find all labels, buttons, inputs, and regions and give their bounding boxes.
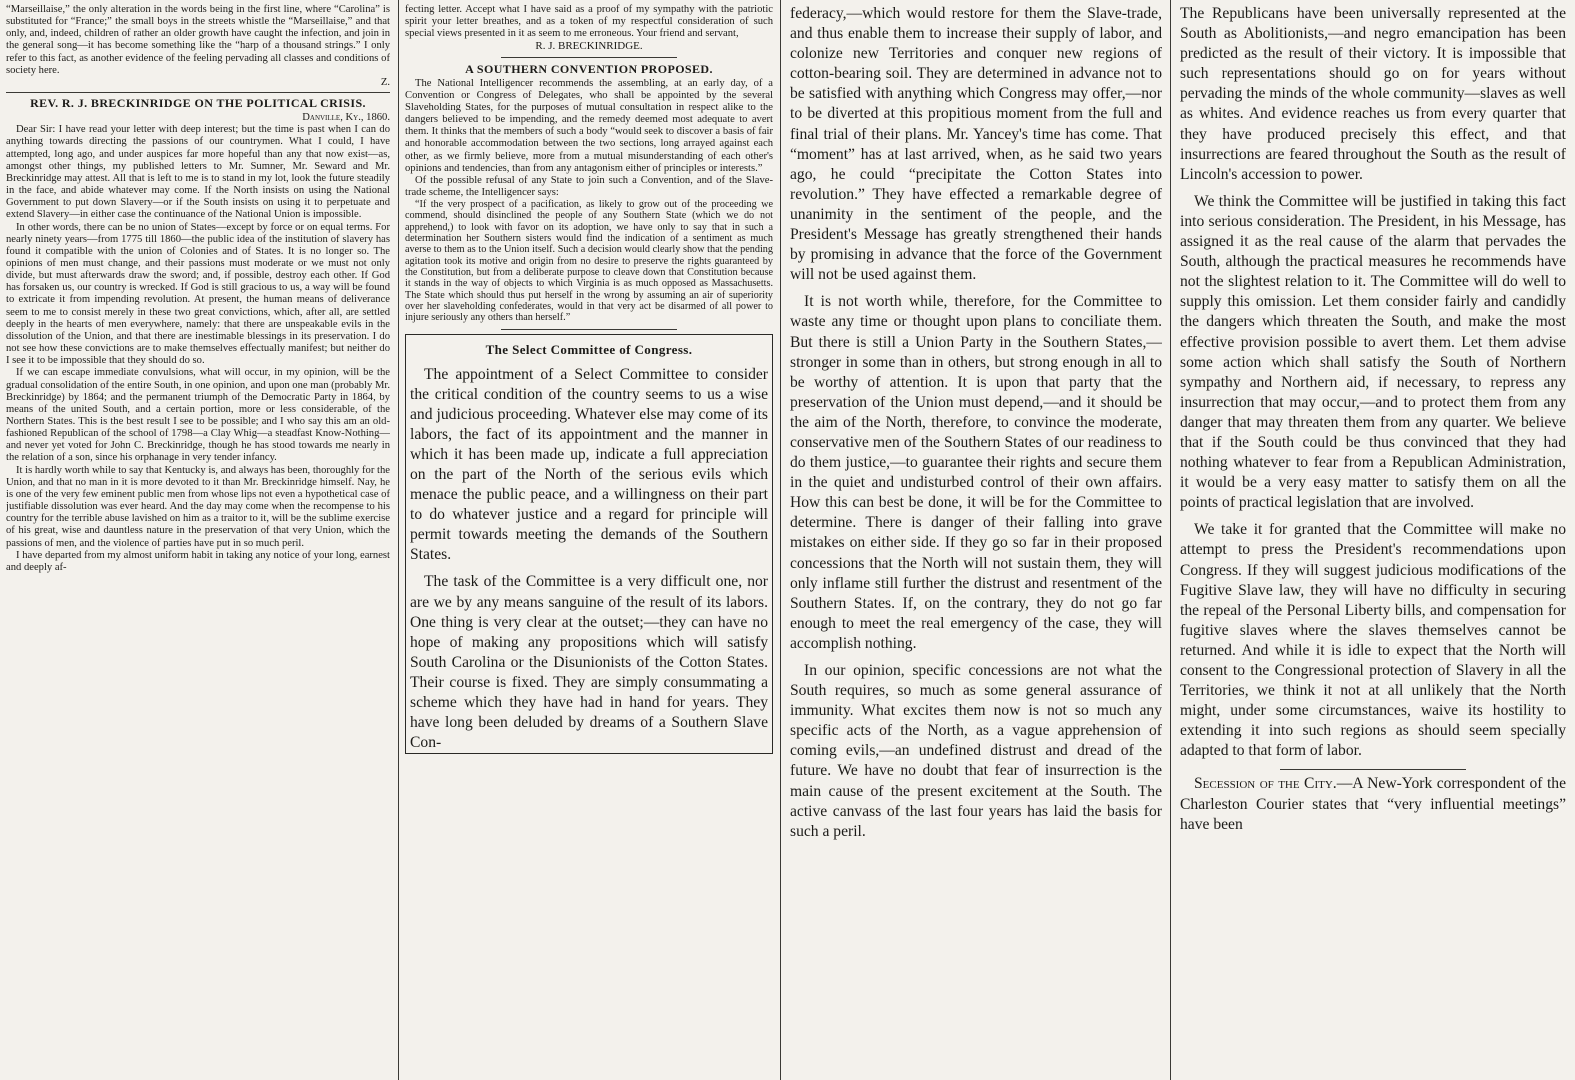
- divider: [6, 92, 390, 93]
- article-headline: A SOUTHERN CONVENTION PROPOSED.: [465, 61, 713, 76]
- paragraph: In other words, there can be no union of States—except by force or on equal terms. For nearly ninety years—from 1775 till 1860—the public idea of the institution of slavery has found it compatible with the union of Colonies and of States. It is no longer so. The opinions of men must change, and their passions must moderate or we must not only divide, but must afterwards draw the sword; and, if possible, destroy each other. If God has forsaken us, our country is wrecked. If God is still gracious to us, a way will be found to extricate it from impending revolution. At present, the human means of deliverance seem to me to consist merely in these two great convictions, which, after all, are settled deeply in the hearts of men everywhere, namely: that there are unspeakable evils in the dissolution of the Union, and that there are inestimable blessings in its preservation. I do not see how these convictions are to make themselves effectually manifest; but neither do I see it to be impossible that they should do so.: [6, 221, 390, 367]
- block-quote: [405, 199, 773, 323]
- signature: R. J. BRECKINRIDGE.: [535, 40, 643, 53]
- paragraph: If we can escape immediate convulsions, what will occur, in my opinion, will be the gradual consolidation of the entire South, in one opinion, and upon one man (probably Mr. Breckinridge) by 1864; and the permanent triumph of the Democratic Party in 1864, by means of the united South, and a certain portion, more or less considerable, of the Northern States. This is the best result I see to be possible; and I who say this am an old-fashioned Republican of the school of 1798—a Clay Whig—a steadfast Know-Nothing—and never yet voted for John C. Breckinridge, though he has stood towards me nearly in the relation of a son, since his orphanage in very tender infancy.: [6, 367, 390, 464]
- item-lead: Secession of the City.: [1194, 775, 1337, 793]
- dateline: Danville, Ky., 1860.: [302, 112, 390, 124]
- paragraph: The National Intelligencer recommends the assembling, at an early day, of a Convention or Congress of Delegates, who shall be appointed by the several Slaveholding States, for the purposes of mutual consultation in respect alike to the dangers believed to be impending, and the remedy deemed most adequate to avert them. It thinks that the members of such a body “would seek to discover a basis of fair and honorable accommodation between the two sections, long arrayed against each other, as we firmly believe, more from a mutual misunderstanding of each other's opinions and tendencies, than from any antagonism either of principles or interests.”: [405, 77, 773, 174]
- divider: [1280, 769, 1465, 770]
- paragraph: The task of the Committee is a very difficult one, nor are we by any means sanguine of the result of its labors. One thing is very clear at the outset;—they can have no hope of making any propositions which will satisfy South Carolina or the Disunionists of the Cotton States. Their course is fixed. They are simply consummating a scheme which they have had in hand for years. They have long been deluded by dreams of a Southern Slave Con-: [410, 573, 768, 752]
- paragraph: We take it for granted that the Committee will make no attempt to press the President's recommendations upon Congress. If they will suggest judicious modifications of the Fugitive Slave law, they will have no difficulty in securing the repeal of the Personal Liberty bills, and compensation for fugitive slaves where the slaves themselves cannot be returned. And while it is idle to expect that the North will consent to the Congressional protection of Slavery in all the Territories, we think it not at all unlikely that the North might, under some circumstances, waive its hostility to extending it into such regions as should seem specially adapted to that form of labor.: [1180, 521, 1566, 760]
- paragraph: fecting letter. Accept what I have said as a proof of my sympathy with the patriotic spirit your letter breathes, and as a token of my respectful consideration of such special views presented in it as seem to me erroneous. Your friend and servant,: [405, 4, 773, 40]
- item-text: —A New-York correspondent of the Charleston Courier states that “very influential meetings” have been: [1180, 775, 1566, 833]
- paragraph: The appointment of a Select Committee to consider the critical condition of the country seems to us a wise and judicious proceeding. Whatever else may come of its labors, the fact of its appointment and the manner in which it has been made up, indicate a full appreciation on the part of the North of the serious evils which menace the public peace, and a willingness on their part to do whatever justice and a regard for principle will permit towards meeting the demands of the Southern States.: [410, 365, 768, 564]
- quote-text: “If the very prospect of a pacification, as likely to grow out of the proceeding we commend, should disinclined the people of any Southern State (which we do not apprehend,) to look with favor on its adoption, we have only to say that in such a determination her Southern sisters would find the indication of a sentiment as much averse to them as to the Union itself. Such a decision would clearly show that the pending agitation took its motive and origin from no desire to preserve the rights guaranteed by the Constitution, but from a deliberate purpose to cleave down that Constitution because it stands in the way of objects to which Virginia is as much opposed as Massachusetts. The State which should thus put herself in the wrong by assuming an air of superiority over her slaveholding confederates, would in that very act be disarmed of all power to injure seriously any others than herself.”: [405, 199, 773, 324]
- column-3: [790, 4, 1162, 1076]
- divider: [501, 57, 678, 58]
- column-rule: [398, 0, 399, 1080]
- divider: [501, 329, 678, 330]
- paragraph: I have departed from my almost uniform habit in taking any notice of your long, earnest and deeply af-: [6, 549, 390, 573]
- column-rule: [1170, 0, 1171, 1080]
- column-1: [6, 4, 390, 1076]
- paragraph: federacy,—which would restore for them the Slave-trade, and thus enable them to increase their supply of labor, and colonize new Territories and conquer new regions of cotton-bearing soil. They are determined in advance not to be satisfied with anything which Congress may offer,—nor to be diverted at this propitious moment from the full and final trial of their plans. Mr. Yancey's time has come. That “moment” has at last arrived, when, as he said two years ago, he could “precipitate the Cotton States into revolution.” They have effected a remarkable degree of unanimity in the sentiment of the people, and the President's Message has greatly strengthened their hands by promising in advance that the force of the Government will not be used against them.: [790, 5, 1162, 284]
- section-title: The Select Committee of Congress.: [485, 342, 693, 358]
- column-rule: [780, 0, 781, 1080]
- signature: Z.: [380, 76, 390, 88]
- paragraph: “Marseillaise,” the only alteration in the words being in the first line, where “Carolina” is substituted for “France;” the small boys in the streets whistle the “Marseillaise,” and that only, and, indeed, children of rather an older growth have caught the infection, and join in the general song—it has become something like the “harp of a thousand strings.” I only refer to this fact, as another evidence of the feeling pervading all classes and conditions of society here.: [6, 4, 390, 76]
- article-headline: REV. R. J. BRECKINRIDGE ON THE POLITICAL CRISIS.: [30, 96, 366, 111]
- paragraph: Of the possible refusal of any State to join such a Convention, and of the Slave-trade scheme, the Intelligencer says:: [405, 174, 773, 199]
- editorial-box: [405, 334, 773, 754]
- news-item: [1180, 774, 1566, 834]
- paragraph: It is not worth while, therefore, for the Committee to waste any time or thought upon plans to conciliate them. But there is still a Union Party in the Southern States,—stronger in some than in others, but strong enough in all to be worthy of attention. It is upon that party that the preservation of the Union must depend,—and it should be the aim of the North, therefore, to convince the moderate, conservative men of the Southern States of our readiness to do them justice,—to guarantee their rights and secure them in the quiet and undisturbed control of their own affairs. How this can best be done, it will be for the Committee to determine. There is danger of their falling into grave mistakes on either side. If they go so far in their proposed concessions that the North will not sustain them, they will only inflame still further the distrust and resentment of the Southern States. If, on the contrary, they do not go far enough to meet the real emergency of the case, they will accomplish nothing.: [790, 293, 1162, 652]
- column-4: [1180, 4, 1566, 1076]
- paragraph: It is hardly worth while to say that Kentucky is, and always has been, thoroughly for the Union, and that no man in it is more devoted to it than Mr. Breckinridge himself. Nay, he is one of the very few eminent public men from whose lips not even a hypothetical case of justifiable dissolution was ever heard. And the day may come when the recompense to his country for the terrible abuse lavished on him as a traitor to it, will be the sublime exercise of his great, wise and dauntless nature in the preservation of that very Union, which the passions of men, and the violence of parties have put in so much peril.: [6, 464, 390, 549]
- paragraph: In our opinion, specific concessions are not what the South requires, so much as some general assurance of immunity. What excites them now is not so much any specific acts of the North, as a vague apprehension of coming evils,—an undefined distrust and dread of the future. We have no doubt that fear of insurrection is the main cause of the present excitement at the South. The active canvass of the last four years has laid the basis for such a peril.: [790, 662, 1162, 840]
- paragraph: Dear Sir: I have read your letter with deep interest; but the time is past when I can do anything towards directing the passions of our countrymen. What I could, I have attempted, long ago, and under auspices far more hopeful than any that now exist—as, amongst other things, my published letters to Mr. Sumner, Mr. Seward and Mr. Breckinridge may attest. All that is left to me is to stand in my lot, look the future steadily in the face, and abide whatever may come. If the North insists on using the National Government to put down Slavery—or if the South insists on using it to perpetuate and extend Slavery—in either case the continuance of the National Union is impossible.: [6, 124, 390, 221]
- paragraph: The Republicans have been universally represented at the South as Abolitionists,—and negro emancipation has been predicted as the result of their victory. It is impossible that such representations should go on for years without pervading the minds of the whole community—slaves as well as whites. And evidence reaches us from every quarter that they have produced precisely this effect, and that insurrections are feared throughout the South as the result of Lincoln's accession to power.: [1180, 5, 1566, 183]
- paragraph: We think the Committee will be justified in taking this fact into serious consideration. The President, in his Message, has assigned it as the real cause of the alarm that pervades the South, although the practical measures he recommends have not the slightest relation to it. The Committee will do well to supply this omission. Let them consider fairly and candidly the dangers which threaten the South, and make the most effective provision possible to avert them. Let them advise some action which shall satisfy the South of Northern sympathy and Northern aid, if necessary, to repress any insurrection that may occur,—and to protect them from any danger that may threaten them from any quarter. We believe that if the South could be thus convinced that they had nothing whatever to fear from a Republican Administration, it would be a very easy matter to satisfy them on all the points of practical legislation that are involved.: [1180, 192, 1566, 512]
- column-2: [405, 4, 773, 1076]
